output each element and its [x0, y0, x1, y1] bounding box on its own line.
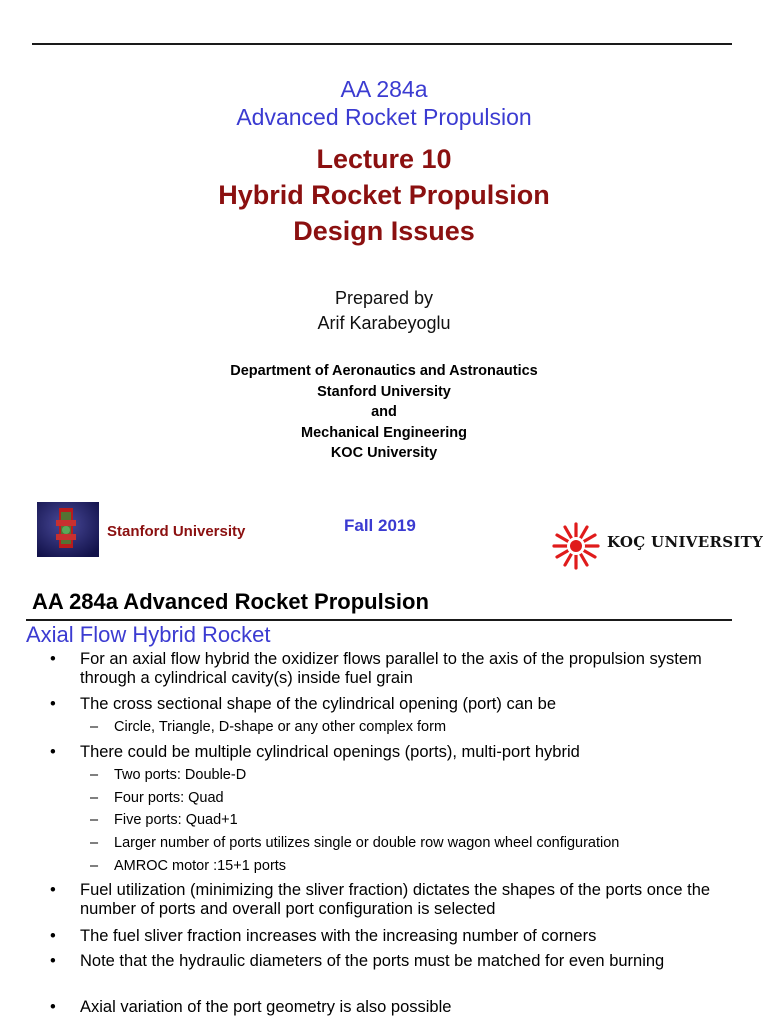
bullet-dot: •	[50, 927, 56, 945]
koc-label: KOÇ UNIVERSITY	[607, 533, 764, 551]
sub-bullet-text: AMROC motor :15+1 ports	[114, 858, 287, 874]
bullet-dot: •	[50, 650, 56, 668]
bullet-item	[50, 881, 740, 919]
bullet-dot: •	[50, 695, 56, 713]
slide-header-rule	[26, 619, 732, 621]
sub-bullet-text: Two ports: Double-D	[114, 767, 247, 783]
sub-bullet-dash: –	[90, 812, 99, 828]
sub-bullet-dash: –	[90, 719, 99, 735]
bullet-text: The fuel sliver fraction increases with the increasing number of corners	[80, 927, 597, 945]
sub-bullet-item	[90, 857, 740, 875]
affiliation-line-2: Stanford University	[317, 384, 451, 400]
bullet-text: Axial variation of the port geometry is also possible	[80, 998, 452, 1016]
sub-bullet-dash: –	[90, 767, 99, 783]
bullet-text: Fuel utilization (minimizing the sliver fraction) dictates the shapes of the ports once the number of ports and overall port configuration is selected	[80, 881, 711, 918]
author-name: Arif Karabeyoglu	[317, 313, 451, 333]
bullet-item	[50, 695, 740, 714]
sub-bullet-item	[90, 834, 740, 852]
sub-bullet-text: Five ports: Quad+1	[114, 812, 238, 828]
lecture-title-line-2: Design Issues	[293, 216, 475, 246]
affiliation-line-4: Mechanical Engineering	[301, 425, 467, 441]
bullet-dot: •	[50, 998, 56, 1016]
affiliation-line-5: KOC University	[330, 445, 438, 461]
sub-bullet-text: Circle, Triangle, D-shape or any other complex form	[114, 719, 447, 735]
stanford-logo-icon	[37, 502, 99, 557]
bullet-text: Note that the hydraulic diameters of the ports must be matched for even burning	[80, 952, 665, 970]
term-label: Fall 2019	[344, 516, 416, 535]
lecture-number: Lecture 10	[316, 144, 452, 174]
sub-bullet-item	[90, 789, 740, 807]
bullet-item	[50, 927, 740, 946]
koc-logo-icon	[551, 521, 601, 571]
bullet-item	[50, 743, 740, 762]
bullet-dot: •	[50, 952, 56, 970]
lecture-title-line-1: Hybrid Rocket Propulsion	[218, 180, 550, 210]
sub-bullet-dash: –	[90, 858, 99, 874]
slide-header: AA 284a Advanced Rocket Propulsion	[32, 589, 429, 614]
bullet-dot: •	[50, 881, 56, 899]
course-code: AA 284a	[340, 76, 428, 102]
course-name: Advanced Rocket Propulsion	[236, 104, 532, 130]
sub-bullet-item	[90, 811, 740, 829]
slide-subtitle: Axial Flow Hybrid Rocket	[26, 622, 271, 647]
top-rule	[32, 43, 732, 45]
sub-bullet-dash: –	[90, 835, 99, 851]
bullet-item	[50, 952, 740, 971]
sub-bullet-text: Larger number of ports utilizes single or double row wagon wheel configuration	[114, 835, 620, 851]
sub-bullet-dash: –	[90, 790, 99, 806]
affiliation-line-3: and	[371, 404, 397, 420]
bullet-text: The cross sectional shape of the cylindrical opening (port) can be	[80, 695, 557, 713]
sub-bullet-item	[90, 766, 740, 784]
bullet-dot: •	[50, 743, 56, 761]
stanford-label: Stanford University	[107, 523, 246, 540]
sub-bullet-item	[90, 718, 740, 736]
affiliation-line-1: Department of Aeronautics and Astronautics	[230, 363, 538, 379]
sub-bullet-text: Four ports: Quad	[114, 790, 224, 806]
bullet-item	[50, 650, 740, 688]
bullet-text: For an axial flow hybrid the oxidizer flows parallel to the axis of the propulsion system through a cylindrical cavity(s) inside fuel grain	[80, 650, 702, 687]
bullet-text: There could be multiple cylindrical openings (ports), multi-port hybrid	[80, 743, 580, 761]
prepared-by: Prepared by	[334, 288, 434, 308]
bullet-item	[50, 998, 740, 1017]
